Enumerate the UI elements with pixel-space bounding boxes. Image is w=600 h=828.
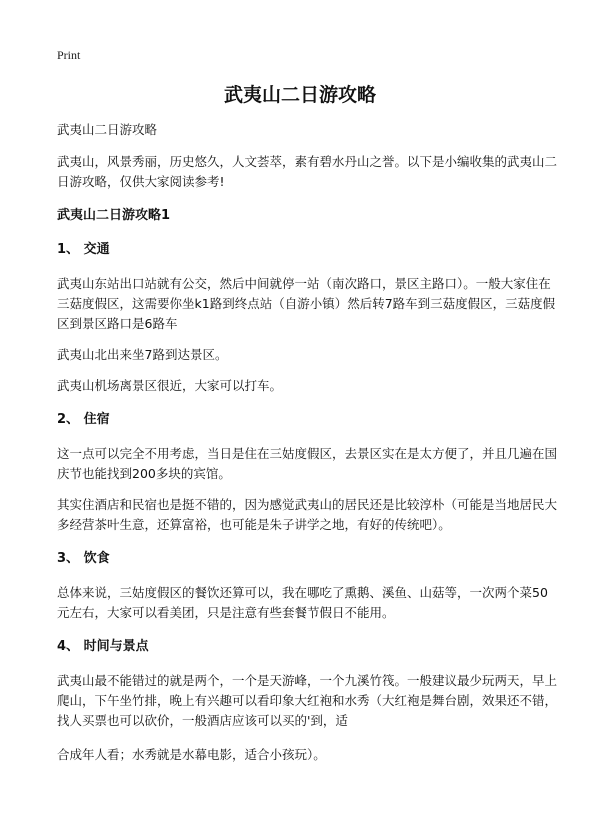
food-paragraph-1: 总体来说，三姑度假区的餐饮还算可以，我在哪吃了熏鹅、溪鱼、山菇等，一次两个菜50元左右，大家可以看美团，只是注意有些套餐节假日不能用。 [57, 585, 548, 620]
section-title: 武夷山二日游攻略1 [57, 208, 171, 223]
page-title: 武夷山二日游攻略 [223, 84, 376, 106]
heading-transport: 1、 交通 [57, 242, 110, 257]
intro-paragraph: 武夷山，风景秀丽，历史悠久，人文荟萃，素有碧水丹山之誉。以下是小编收集的武夷山二日游攻略，仅供大家阅读参考! [57, 154, 558, 189]
transport-paragraph-1: 武夷山东站出口站就有公交，然后中间就停一站（南次路口，景区主路口）。一般大家住在三菇度假区，这需要你坐k1路到终点站（自游小镇）然后转7路车到三菇度假区，三菇度假区到景区路口是6路车 [57, 276, 556, 331]
heading-food: 3、 饮食 [57, 551, 110, 566]
transport-paragraph-3: 武夷山机场离景区很近，大家可以打车。 [57, 378, 283, 393]
transport-paragraph-2: 武夷山北出来坐7路到达景区。 [57, 347, 228, 362]
accommodation-paragraph-1: 这一点可以完全不用考虑，当日是住在三姑度假区，去景区实在是太方便了，并且几遍在国庆节也能找到200多块的宾馆。 [57, 446, 558, 481]
accommodation-paragraph-2: 其实住酒店和民宿也是挺不错的，因为感觉武夷山的居民还是比较淳朴（可能是当地居民大多经营茶叶生意，还算富裕，也可能是朱子讲学之地，有好的传统吧）。 [57, 497, 558, 532]
subtitle: 武夷山二日游攻略 [57, 122, 158, 137]
print-label[interactable]: Print [57, 48, 81, 62]
heading-time-and-sights: 4、 时间与景点 [57, 639, 149, 654]
sights-paragraph-2: 合成年人看；水秀就是水幕电影，适合小孩玩）。 [57, 747, 326, 762]
heading-accommodation: 2、 住宿 [57, 412, 110, 427]
sights-paragraph-1: 武夷山最不能错过的就是两个，一个是天游峰，一个九溪竹筏。一般建议最少玩两天，早上爬山，下午坐竹排，晚上有兴趣可以看印象大红袍和水秀（大红袍是舞台剧，效果还不错，找人买票也可以砍价，一般酒店应该可以买的'到，适 [57, 673, 558, 728]
article-body [57, 120, 557, 776]
